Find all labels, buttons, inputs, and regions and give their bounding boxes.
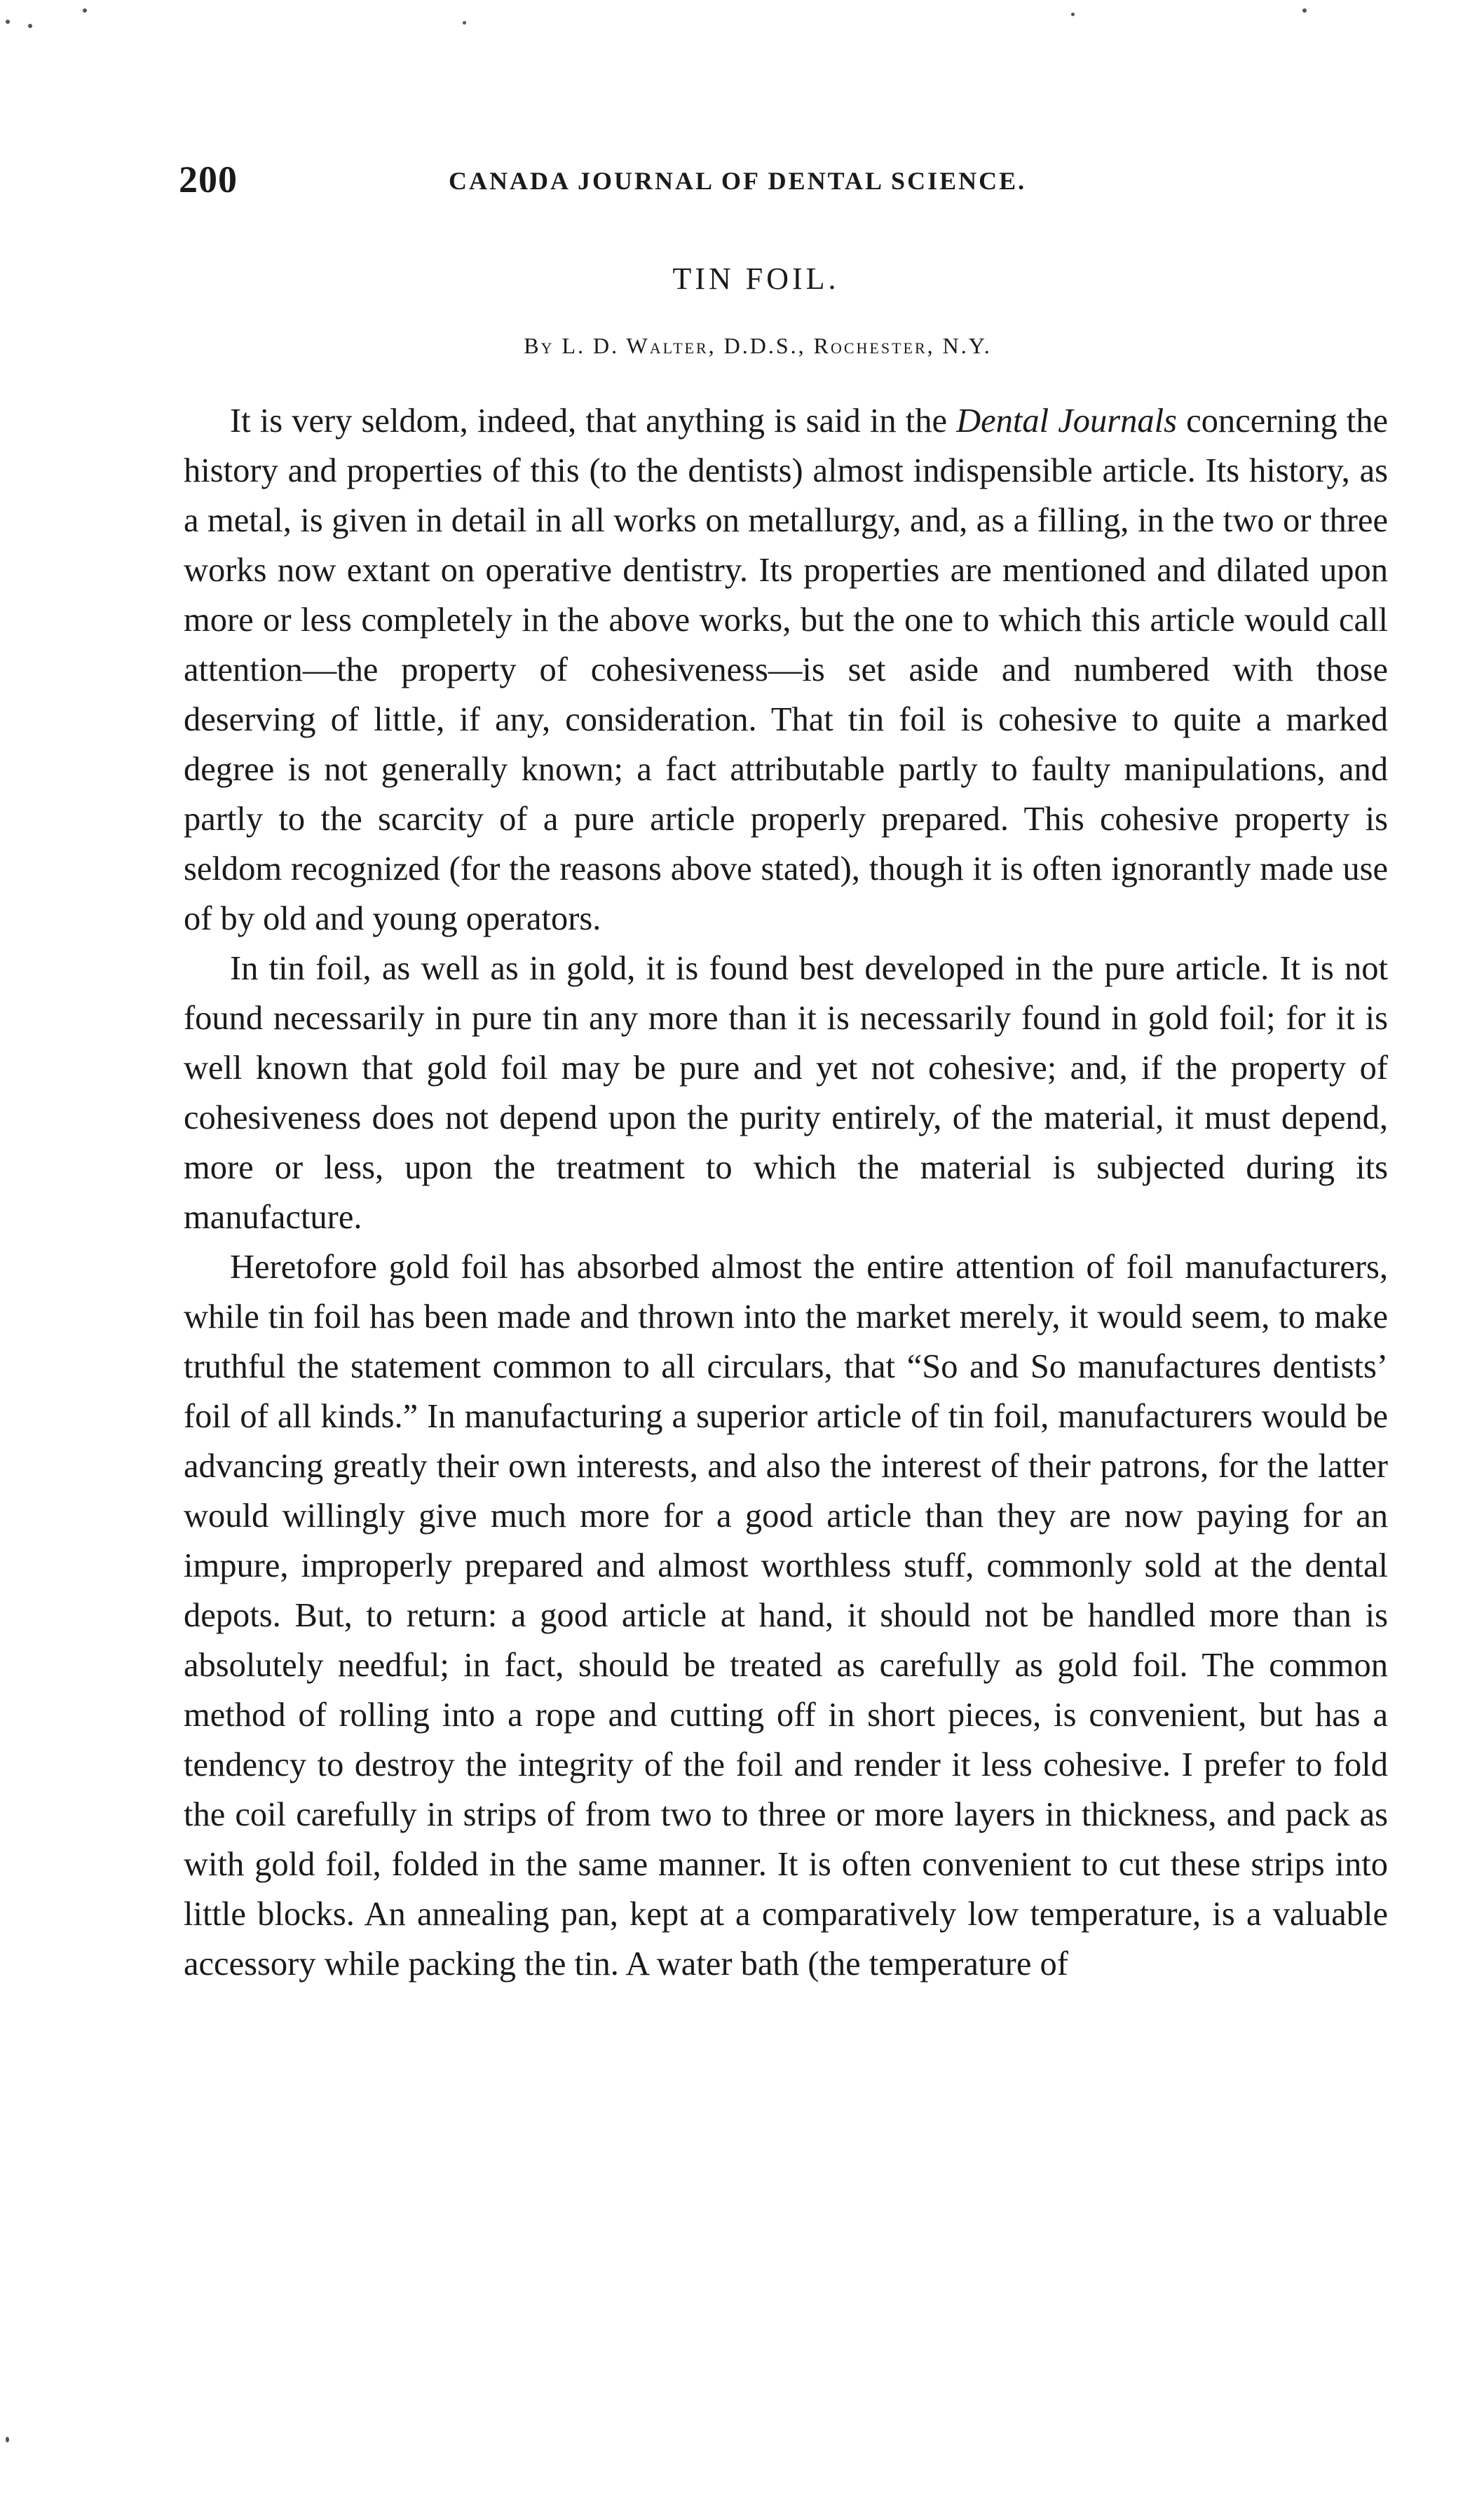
scan-speck	[83, 8, 87, 13]
page-number: 200	[179, 158, 238, 200]
paragraph-3: Heretofore gold foil has absorbed almost the entire attention of foil manufacturers, while tin foil has been made and thrown into the market merely, it would seem, to make truthful the statement common to all circulars, that “So and So manufactures dentists’ foil of all kinds.” In manufacturing a superior article of tin foil, manufacturers would be advancing greatly their own interests, and also the interest of their patrons, for the latter would willingly give much more for a good article than they are now paying for an impure, improperly prepared and almost worthless stuff, commonly sold at the dental depots. But, to return: a good article at hand, it should not be handled more than is absolutely needful; in fact, should be treated as carefully as gold foil. The common method of rolling into a rope and cutting off in short pieces, is convenient, but has a tendency to destroy the integrity of the foil and render it less cohesive. I prefer to fold the coil carefully in strips of from two to three or more layers in thickness, and pack as with gold foil, folded in the same manner. It is often convenient to cut these strips into little blocks. An annealing pan, kept at a comparatively low temperature, is a valuable accessory while packing the tin. A water bath (the temperature of	[184, 1249, 1388, 1983]
paragraph-1-rest: concerning the history and properties of this (to the dentists) almost indispensible article. Its history, as a metal, is given in detail in all works on metallurgy, and, as a filling, in the two or three works now extant on operative dentistry. Its properties are mentioned and dilated upon more or less completely in the above works, but the one to which this article would call attention—the property of cohesiveness—is set aside and numbered with those deserving of little, if any, consideration. That tin foil is cohesive to quite a marked degree is not generally known; a fact attributable partly to faulty manipulations, and partly to the scarcity of a pure article properly prepared. This cohesive property is seldom recognized (for the reasons above stated), though it is often ignorantly made use of by old and young operators.	[184, 402, 1388, 937]
scan-speck	[1071, 13, 1075, 16]
scan-speck	[28, 24, 32, 28]
journal-reference: Dental Journals	[956, 402, 1178, 440]
scan-speck	[6, 20, 10, 24]
article-byline: By L. D. Walter, D.D.S., Rochester, N.Y.	[524, 333, 992, 358]
scan-speck	[463, 21, 466, 25]
paragraph-2: In tin foil, as well as in gold, it is found best developed in the pure article. It is not found necessarily in pure tin any more than it is necessarily found in gold foil; for it is well known that gold foil may be pure and yet not cohesive; and, if the property of cohesiveness does not depend upon the purity entirely, of the material, it must depend, more or less, upon the treatment to which the material is subjected during its manufacture.	[184, 950, 1388, 1236]
running-head	[179, 158, 1384, 207]
journal-title: CANADA JOURNAL OF DENTAL SCIENCE.	[449, 167, 1027, 195]
paragraph-1-lead: It is very seldom, indeed, that anything is said in the	[230, 402, 957, 440]
scan-speck	[6, 2437, 9, 2442]
scan-speck	[1302, 8, 1307, 13]
article-body	[184, 396, 1388, 1989]
paragraph-1	[184, 396, 1388, 944]
article-title: TIN FOIL.	[672, 261, 840, 296]
